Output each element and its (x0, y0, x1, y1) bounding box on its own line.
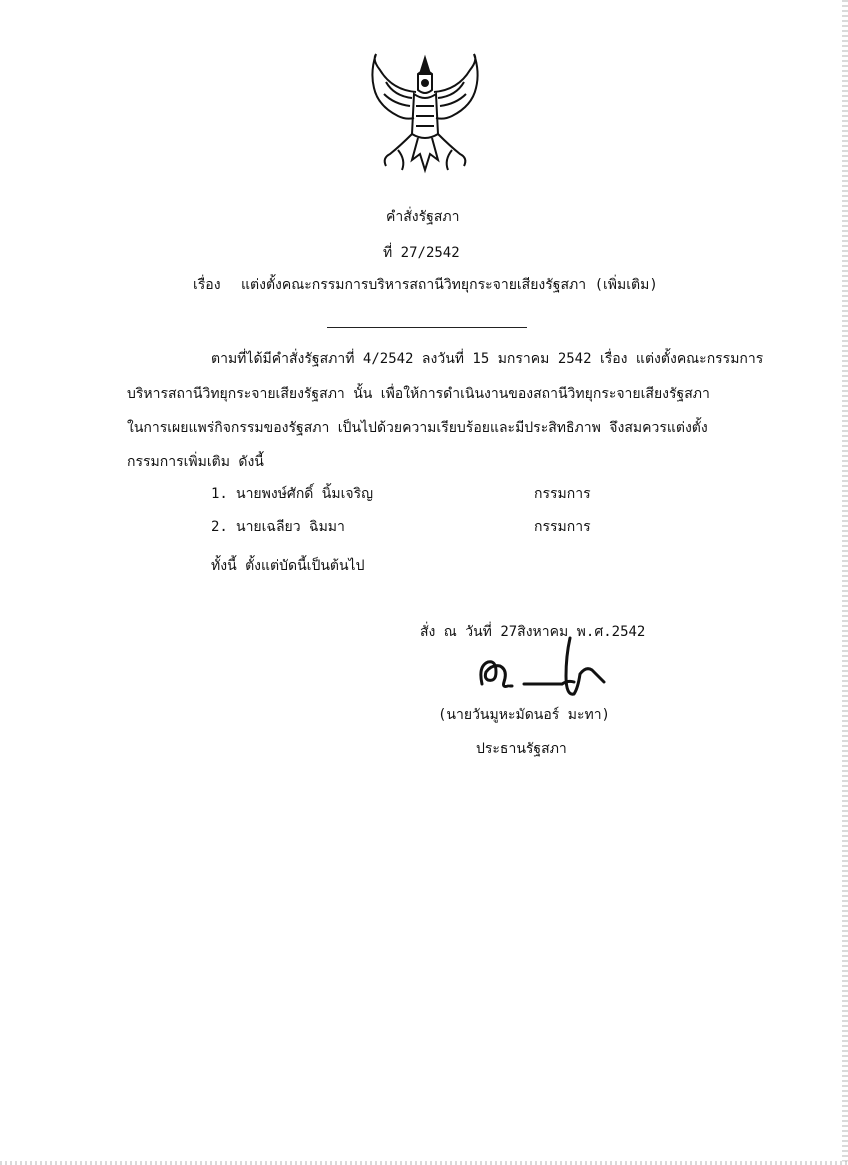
handwritten-signature (474, 636, 614, 700)
body-line-4: กรรมการเพิ่มเติม ดังนี้ (127, 454, 264, 470)
body-line-2: บริหารสถานีวิทยุกระจายเสียงรัฐสภา นั้น เพื่อให้การดำเนินงานของสถานีวิทยุกระจายเสียงรัฐสภา (127, 386, 710, 402)
header-divider (327, 327, 527, 328)
member-name: นายพงษ์ศักดิ์ นิ้มเจริญ (236, 486, 374, 502)
signatory-position: ประธานรัฐสภา (476, 741, 567, 757)
signatory-name: (นายวันมูหะมัดนอร์ มะทา) (438, 707, 610, 723)
member-role: กรรมการ (534, 519, 591, 535)
scan-bottom-artifact (0, 1161, 848, 1165)
member-name: นายเฉลียว ฉิมมา (236, 519, 345, 535)
member-role: กรรมการ (534, 486, 591, 502)
subject-label: เรื่อง (193, 277, 221, 293)
order-number: ที่ 27/2542 (383, 245, 460, 261)
subject-text: แต่งตั้งคณะกรรมการบริหารสถานีวิทยุกระจายเสียงรัฐสภา (เพิ่มเติม) (241, 277, 658, 293)
member-number: 2. (211, 519, 228, 535)
garuda-emblem-icon (362, 50, 488, 180)
body-line-1: ตามที่ได้มีคำสั่งรัฐสภาที่ 4/2542 ลงวันที่ 15 มกราคม 2542 เรื่อง แต่งตั้งคณะกรรมการ (211, 351, 764, 367)
order-date: สั่ง ณ วันที่ 27สิงหาคม พ.ศ.2542 (420, 624, 646, 640)
effective-statement: ทั้งนี้ ตั้งแต่บัดนี้เป็นต้นไป (211, 558, 365, 574)
member-number: 1. (211, 486, 228, 502)
body-line-3: ในการเผยแพร่กิจกรรมของรัฐสภา เป็นไปด้วยความเรียบร้อยและมีประสิทธิภาพ จึงสมควรแต่งตั้ง (127, 420, 708, 436)
scan-edge-artifact (842, 0, 848, 1165)
order-title: คำสั่งรัฐสภา (386, 209, 460, 225)
